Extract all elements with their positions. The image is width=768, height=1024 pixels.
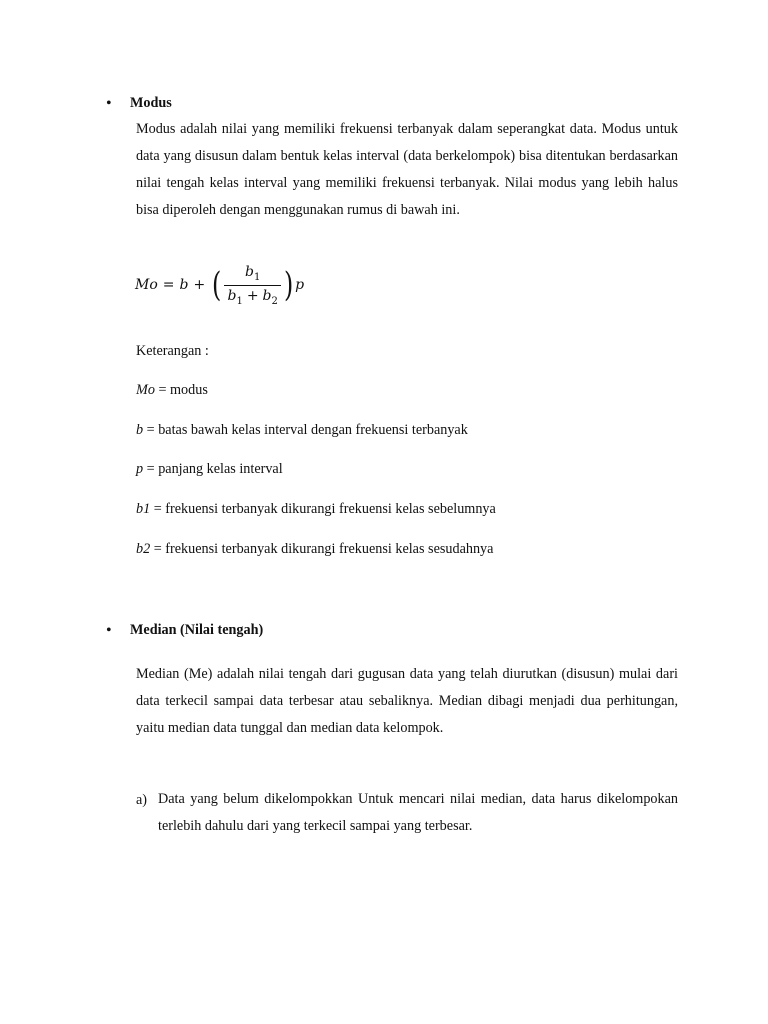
legend-b2-symbol: b2 xyxy=(136,541,151,557)
formula-denominator xyxy=(224,285,280,307)
legend-b2-text: = frekuensi terbanyak dikurangi frekuensi kelas sesudahnya xyxy=(150,541,494,557)
den-plus: + xyxy=(246,287,259,304)
legend-b-symbol: b xyxy=(136,422,144,438)
item-a-text: Data yang belum dikelompokkan Untuk mencari nilai median, data harus dikelompokan terlebih dahulu dari yang terkecil sampai yang terbesar. xyxy=(158,791,678,834)
item-a-label: a) xyxy=(136,792,148,808)
legend-p-text: = panjang kelas interval xyxy=(143,461,283,477)
legend-mo xyxy=(136,382,208,399)
legend-b1-text: = frekuensi terbanyak dikurangi frekuensi kelas sebelumnya xyxy=(150,501,496,517)
formula-fraction xyxy=(224,264,280,307)
legend-p-symbol: p xyxy=(136,461,144,477)
den-sub1: 1 xyxy=(236,295,243,307)
legend-b-text: = batas bawah kelas interval dengan frekuensi terbanyak xyxy=(143,422,468,438)
den-var1: b xyxy=(227,287,237,304)
legend-mo-text: = modus xyxy=(154,382,208,398)
keterangan-label: Keterangan : xyxy=(136,343,209,359)
formula-lhs: Mo xyxy=(135,277,158,293)
heading-modus: Modus xyxy=(130,95,172,111)
modus-formula xyxy=(135,262,304,308)
legend-b1-symbol: b1 xyxy=(136,501,151,517)
formula-close-paren: ) xyxy=(283,265,294,305)
modus-paragraph: Modus adalah nilai yang memiliki frekuensi terbanyak dalam seperangkat data. Modus untuk data yang disusun dalam bentuk kelas interval (data berkelompok) bisa ditentukan berdasarkan nilai tengah kelas interval yang memiliki frekuensi terbanyak. Nilai modus yang lebih halus bisa diperoleh dengan menggunakan rumus di bawah ini. xyxy=(136,121,678,218)
legend-b2 xyxy=(136,541,493,558)
heading-median: Median (Nilai tengah) xyxy=(130,622,264,638)
bullet-modus: • xyxy=(106,95,112,112)
formula-b: b xyxy=(179,277,189,293)
den-var2: b xyxy=(262,287,272,304)
formula-plus: + xyxy=(193,277,206,293)
legend-b xyxy=(136,422,468,439)
formula-equals: = xyxy=(162,277,175,293)
den-sub2: 2 xyxy=(271,295,278,307)
numerator-sub: 1 xyxy=(253,271,261,283)
formula-p: p xyxy=(295,277,305,293)
formula-open-paren: ( xyxy=(212,265,222,305)
legend-mo-symbol: Mo xyxy=(136,382,155,398)
bullet-median: • xyxy=(106,622,112,639)
legend-b1 xyxy=(136,501,496,518)
legend-p xyxy=(136,461,283,478)
median-paragraph: Median (Me) adalah nilai tengah dari gugusan data yang telah diurutkan (disusun) mulai dari data terkecil sampai data terbesar atau sebaliknya. Median dibagi menjadi dua perhitungan, yaitu median data tunggal dan median data kelompok. xyxy=(136,666,678,736)
numerator-var: b xyxy=(245,263,254,280)
formula-numerator xyxy=(241,264,264,285)
